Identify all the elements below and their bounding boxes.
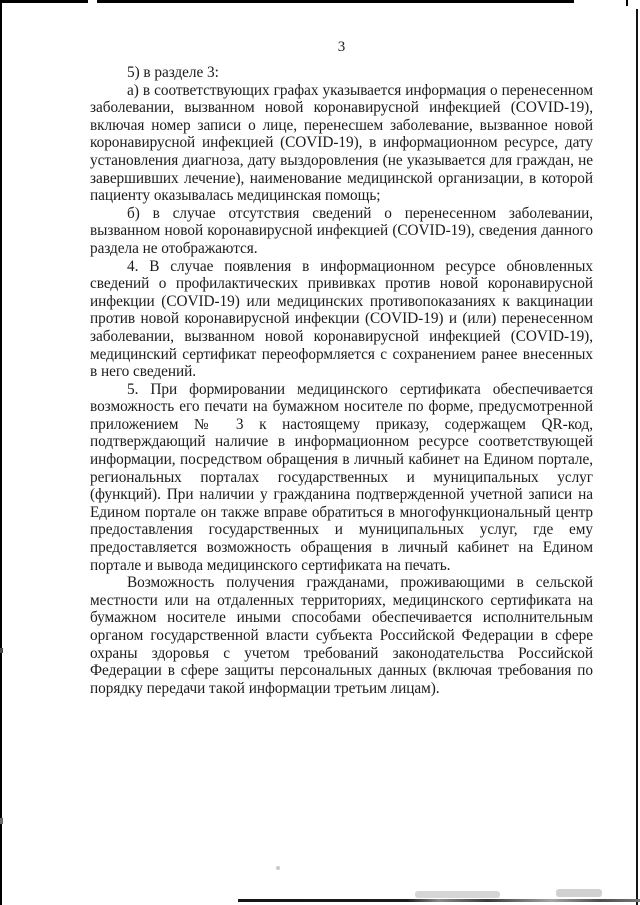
scan-speck: [276, 866, 280, 870]
scan-smudge: [415, 891, 500, 898]
scan-border-left: [0, 0, 2, 905]
scan-artifact-bottom-line: [238, 899, 640, 902]
scan-border-top: [0, 0, 574, 3]
scan-speck-left-edge: [0, 648, 3, 653]
scan-border-top-notch: [88, 0, 97, 3]
paragraph-item-5-print: 5. При формировании медицинского сертификата обеспечивается возможность его печати на бумажном носителе по форме, предусмотренной приложением № 3 к настоящему приказу, содержащем QR-код, подтверждающий наличие в информационном ресурсе соответствующей информации, посредством обращения в личный кабинет на Едином портале, региональных порталах государственных и муниципальных услуг (функций). При наличии у гражданина подтвержденной учетной записи на Едином портале он также вправе обратиться в многофункциональный центр предоставления государственных и муниципальных услуг, где ему предоставляется возможность обращения в личный кабинет на Едином портале и вывода медицинского сертификата на печать.: [90, 380, 593, 574]
paragraph-item-5-section-3: 5) в разделе 3:: [127, 64, 219, 81]
scan-smudge: [556, 889, 602, 897]
scan-mark-top-right: [626, 0, 628, 6]
scan-border-right: [636, 9, 638, 905]
scan-speck-left-edge: [0, 818, 3, 824]
paragraph-item-5b: б) в случае отсутствия сведений о перенесенном заболевании, вызванном новой коронавирусной инфекцией (COVID-19), сведения данного раздела не отображаются.: [90, 204, 593, 257]
paragraph-item-5a: а) в соответствующих графах указывается информация о перенесенном заболевании, вызванном новой коронавирусной инфекцией (COVID-19), включая номер записи о лице, перенесшем заболевание, вызванное новой коронавирусной инфекцией (COVID-19), в информационном ресурсе, дату установления диагноза, дату выздоровления (не указывается для граждан, не завершивших лечение), наименование медицинской организации, в которой пациенту оказывалась медицинская помощь;: [90, 81, 593, 205]
paragraph-closing: Возможность получения гражданами, проживающими в сельской местности или на отдаленных территориях, медицинского сертификата на бумажном носителе иными способами обеспечивается исполнительным органом государственной власти субъекта Российской Федерации в сфере охраны здоровья с учетом требований законодательства Российской Федерации в сфере защиты персональных данных (включая требования по порядку передачи такой информации третьим лицам).: [90, 574, 593, 697]
page-number: 3: [337, 39, 346, 55]
paragraph-item-4: 4. В случае появления в информационном ресурсе обновленных сведений о профилактических прививках против новой коронавирусной инфекции (COVID-19) или медицинских противопоказаниях к вакцинации против новой коронавирусной инфекции (COVID-19) и (или) перенесенном заболевании, вызванном новой коронавирусной инфекцией (COVID-19), медицинский сертификат переоформляется с сохранением ранее внесенных в него сведений.: [90, 257, 593, 381]
document-body: [90, 64, 593, 697]
